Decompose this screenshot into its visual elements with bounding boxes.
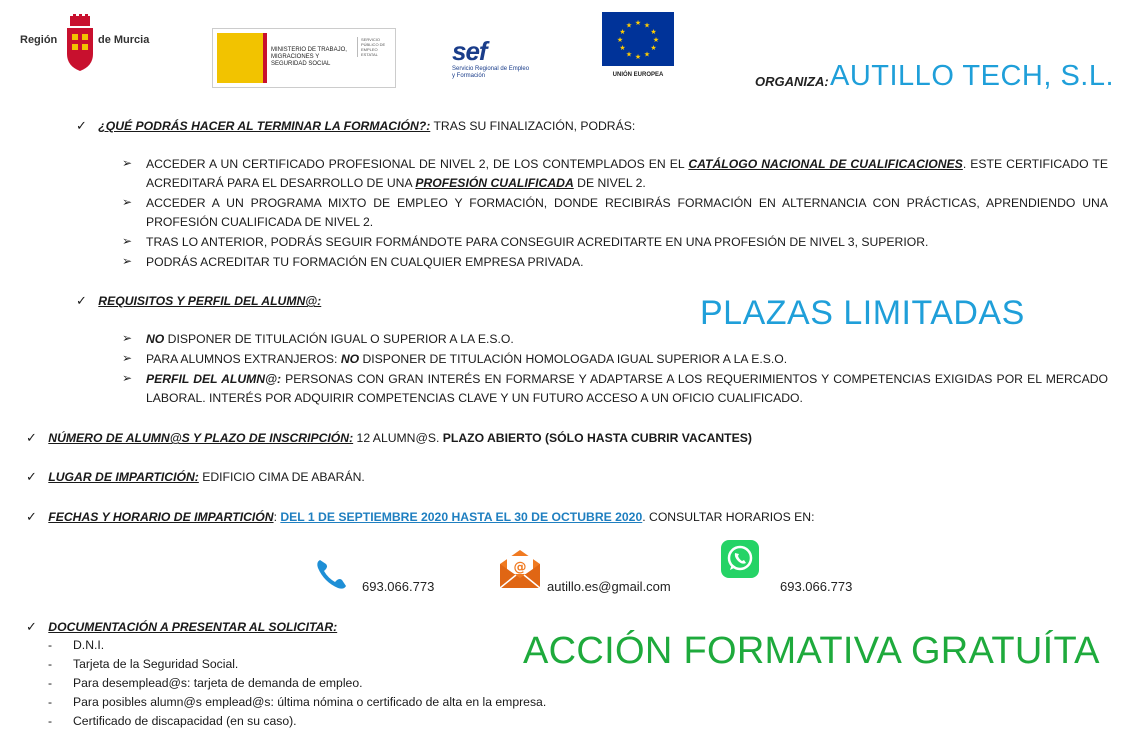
- region-murcia-logo: [18, 14, 158, 72]
- section-location: ✓ LUGAR DE IMPARTICIÓN: EDIFICIO CIMA DE ABARÁN.: [26, 469, 365, 484]
- svg-text:★: ★: [625, 21, 633, 30]
- svg-text:★: ★: [643, 50, 651, 59]
- organiza-label: ORGANIZA:: [755, 74, 829, 89]
- eu-label: UNIÓN EUROPEA: [612, 72, 664, 78]
- list-item: - Para desemplead@s: tarjeta de demanda de empleo.: [48, 676, 363, 690]
- arrow-icon: ➢: [122, 371, 133, 385]
- murcia-left-text: Región: [20, 34, 58, 46]
- arrow-icon: ➢: [122, 254, 133, 268]
- arrow-icon: ➢: [122, 331, 133, 345]
- email-address[interactable]: autillo.es@gmail.com: [547, 579, 671, 594]
- svg-text:★: ★: [619, 28, 626, 36]
- ministry-sub-text: SERVICIO PÚBLICO DE EMPLEO ESTATAL: [357, 37, 395, 57]
- section-requirements: [76, 291, 321, 311]
- email-icon: [498, 548, 542, 590]
- sef-logo: sef: [452, 36, 487, 66]
- section-enrollment: ✓ NÚMERO DE ALUMN@S Y PLAZO DE INSCRIPCIÓN: 12 ALUMN@S. PLAZO ABIERTO (SÓLO HASTA CUBRIR VACANTES): [26, 430, 752, 445]
- spain-coat-icon: [217, 33, 263, 83]
- list-item: - Certificado de discapacidad (en su caso).: [48, 714, 297, 728]
- svg-text:★: ★: [616, 36, 624, 44]
- arrow-icon: ➢: [122, 195, 133, 209]
- whatsapp-icon: [721, 540, 759, 578]
- section-dates: ✓ FECHAS Y HORARIO DE IMPARTICIÓN: DEL 1 DE SEPTIEMBRE 2020 HASTA EL 30 DE OCTUBRE 2020. CONSULTAR HORARIOS EN:: [26, 509, 815, 524]
- eu-flag-icon: [602, 12, 674, 66]
- svg-text:@: @: [513, 560, 527, 575]
- check-icon: ✓: [26, 509, 37, 524]
- section-heading: REQUISITOS Y PERFIL DEL ALUMN@:: [98, 294, 322, 308]
- arrow-icon: ➢: [122, 156, 133, 170]
- list-item: - Tarjeta de la Seguridad Social.: [48, 657, 239, 671]
- section-heading: LUGAR DE IMPARTICIÓN:: [48, 470, 199, 484]
- phone-number[interactable]: 693.066.773: [362, 579, 435, 594]
- check-icon: ✓: [76, 118, 87, 133]
- svg-text:★: ★: [625, 50, 633, 59]
- section-heading-rest: TRAS SU FINALIZACIÓN, PODRÁS:: [430, 119, 636, 133]
- doc-list: [48, 636, 546, 731]
- accion-gratuita-banner: ACCIÓN FORMATIVA GRATUÍTA: [523, 630, 1100, 672]
- svg-text:★: ★: [650, 28, 657, 36]
- section-heading: ¿QUÉ PODRÁS HACER AL TERMINAR LA FORMACIÓN?:: [98, 119, 431, 133]
- phone-icon: [314, 556, 350, 592]
- murcia-shield-icon: [64, 14, 96, 72]
- svg-text:★: ★: [619, 44, 626, 52]
- svg-text:★: ★: [634, 53, 642, 61]
- check-icon: ✓: [26, 430, 37, 445]
- murcia-right-text: de Murcia: [98, 34, 150, 46]
- svg-text:★: ★: [650, 44, 657, 52]
- ministry-logo: [212, 28, 396, 88]
- whatsapp-number[interactable]: 693.066.773: [780, 579, 853, 594]
- svg-text:★: ★: [634, 19, 642, 27]
- section-documentation: [26, 617, 337, 637]
- dates-highlight: DEL 1 DE SEPTIEMBRE 2020 HASTA EL 30 DE OCTUBRE 2020: [280, 510, 643, 524]
- list-item: PERFIL DEL ALUMN@: PERSONAS CON GRAN INTERÉS EN FORMARSE Y ADAPTARSE A LOS REQUERIMIENTOS Y COMPETENCIAS EXIGIDAS POR EL MERCADO LABORAL. INTERÉS POR ADQUIRIR COMPETENCIAS CLAVE Y UN FUTURO ACCESO A UN OFICIO CUALIFICADO.: [146, 372, 1108, 405]
- plazas-limitadas-banner: PLAZAS LIMITADAS: [700, 294, 1025, 332]
- svg-text:★: ★: [643, 21, 651, 30]
- section-formation-outcome: [76, 116, 635, 136]
- list-item: NO DISPONER DE TITULACIÓN IGUAL O SUPERIOR A LA E.S.O.: [146, 332, 514, 346]
- section-heading: DOCUMENTACIÓN A PRESENTAR AL SOLICITAR:: [48, 620, 338, 634]
- arrow-icon: ➢: [122, 234, 133, 248]
- list-item: ACCEDER A UN CERTIFICADO PROFESIONAL DE NIVEL 2, DE LOS CONTEMPLADOS EN EL CATÁLOGO NACIONAL DE CUALIFICACIONES. ESTE CERTIFICADO TE ACREDITARÁ PARA EL DESARROLLO DE UNA PROFESIÓN CUALIFICADA DE NIVEL 2.: [146, 157, 1108, 190]
- check-icon: ✓: [76, 293, 87, 308]
- list-item: - D.N.I.: [48, 638, 105, 652]
- arrow-icon: ➢: [122, 351, 133, 365]
- list-item: ACCEDER A UN PROGRAMA MIXTO DE EMPLEO Y FORMACIÓN, DONDE RECIBIRÁS FORMACIÓN EN ALTERNANCIA CON PRÁCTICAS, APRENDIENDO UNA PROFESIÓN CUALIFICADA DE NIVEL 2.: [146, 196, 1108, 229]
- svg-text:★: ★: [652, 36, 660, 44]
- list-item: PARA ALUMNOS EXTRANJEROS: NO DISPONER DE TITULACIÓN HOMOLOGADA IGUAL SUPERIOR A LA E.S.O.: [146, 352, 788, 366]
- ministry-text: MINISTERIO DE TRABAJO, MIGRACIONES Y SEGURIDAD SOCIAL: [271, 47, 347, 67]
- check-icon: ✓: [26, 469, 37, 484]
- list-item: PODRÁS ACREDITAR TU FORMACIÓN EN CUALQUIER EMPRESA PRIVADA.: [146, 255, 584, 269]
- list-item: - Para posibles alumn@s emplead@s: última nómina o certificado de alta en la empresa.: [48, 695, 547, 709]
- sef-subtitle: Servicio Regional de Empleo y Formación: [452, 66, 530, 79]
- section-heading: FECHAS Y HORARIO DE IMPARTICIÓN: [48, 510, 274, 524]
- section-heading: NÚMERO DE ALUMN@S Y PLAZO DE INSCRIPCIÓN:: [48, 431, 354, 445]
- list-item: TRAS LO ANTERIOR, PODRÁS SEGUIR FORMÁNDOTE PARA CONSEGUIR ACREDITARTE EN UNA PROFESIÓN DE NIVEL 3, SUPERIOR.: [146, 235, 929, 249]
- organizer-name: AUTILLO TECH, S.L.: [830, 60, 1115, 92]
- check-icon: ✓: [26, 619, 37, 634]
